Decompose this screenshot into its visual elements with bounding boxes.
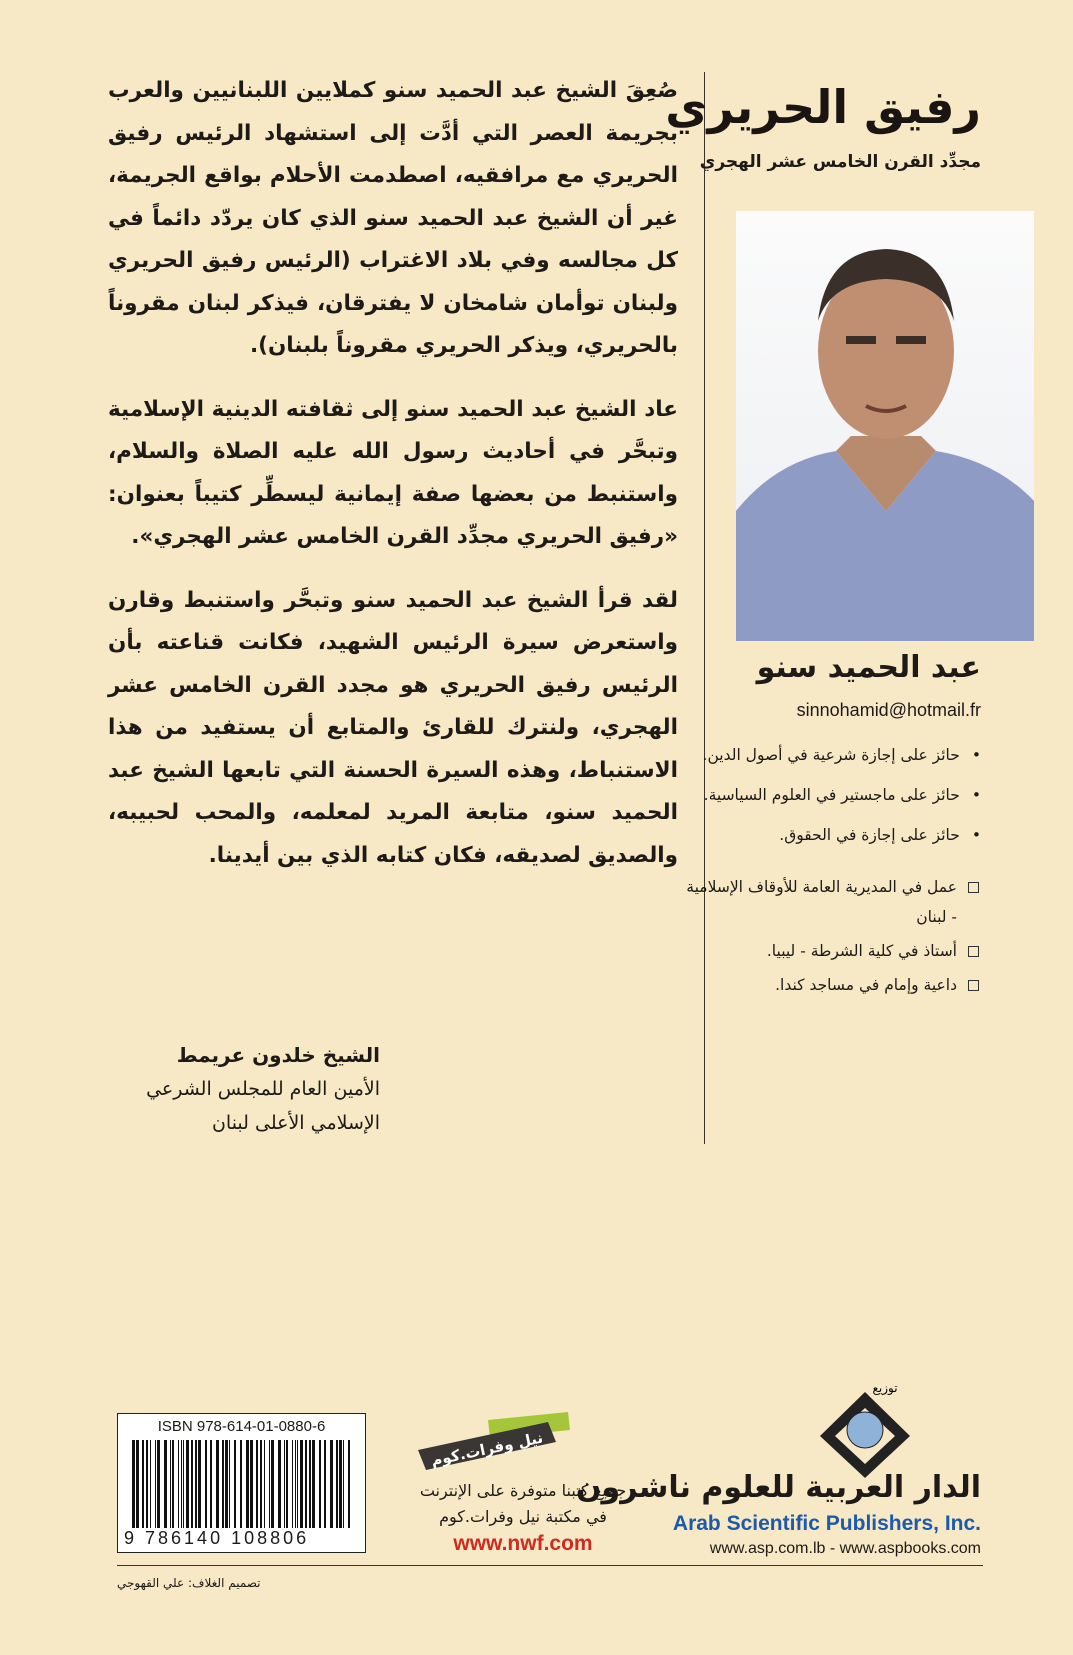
barcode-bar (343, 1440, 344, 1528)
distribution-label: توزيع (872, 1381, 898, 1395)
author-photo (736, 211, 1034, 641)
position-item: أستاذ في كلية الشرطة - ليبيا. (681, 936, 981, 966)
barcode-bar (195, 1440, 197, 1528)
nwf-tag-logo (418, 1410, 588, 1470)
barcode-bar (229, 1440, 230, 1528)
barcode-bar (246, 1440, 249, 1528)
barcode-bar (278, 1440, 281, 1528)
barcode (117, 1413, 366, 1553)
barcode-bar (181, 1440, 182, 1528)
nwf-line: في مكتبة نيل وفرات.كوم (439, 1507, 607, 1526)
barcode-bar (172, 1440, 174, 1528)
barcode-bar (225, 1440, 228, 1528)
barcode-bar (240, 1440, 242, 1528)
barcode-bar (146, 1440, 148, 1528)
barcode-bar (205, 1440, 207, 1528)
barcode-bar (164, 1440, 167, 1528)
barcode-bar (132, 1440, 135, 1528)
foreword-paragraph: عاد الشيخ عبد الحميد سنو إلى ثقافته الدينية الإسلامية وتبحَّر في أحاديث رسول الله عليه الصلاة والسلام، واستنبط من بعضها صفة إيمانية ليسطِّر كتيباً بعنوان: «رفيق الحريري مجدِّد القرن الخامس عشر الهجري». (108, 396, 678, 549)
barcode-bar (210, 1440, 212, 1528)
qualification-item: • حائز على إجازة في الحقوق. (681, 822, 981, 848)
nwf-tag-text: نيل وفرات.كوم (429, 1428, 545, 1470)
barcode-bar (256, 1440, 258, 1528)
barcode-bar (348, 1440, 350, 1528)
publisher-websites[interactable]: www.asp.com.lb - www.aspbooks.com (709, 1540, 981, 1557)
barcode-bar (297, 1440, 298, 1528)
barcode-bar (150, 1440, 151, 1528)
author-name: عبد الحميد سنو (756, 650, 981, 685)
barcode-bar (178, 1440, 179, 1528)
barcode-bar (324, 1440, 326, 1528)
barcode-bar (336, 1440, 338, 1528)
author-qualifications (681, 742, 981, 862)
author-positions (681, 872, 981, 1004)
foreword-paragraph: صُعِقَ الشيخ عبد الحميد سنو كملايين اللبنانيين والعرب بجريمة العصر التي أدَّت إلى استشهاد الرئيس رفيق الحريري مع مرافقيه، اصطدمت الأحلام بواقع الجريمة، غير أن الشيخ عبد الحميد سنو الذي كان يردّد دائماً في كل مجالسه وفي بلاد الاغتراب (الرئيس رفيق الحريري ولبنان توأمان شامخان لا يفترقان، فيذكر لبنان مقروناً بالحريري، ويذكر الحريري مقروناً بلبنان). (108, 78, 678, 358)
barcode-bar (286, 1440, 288, 1528)
foreword-signature (110, 1038, 380, 1140)
bottom-rule (117, 1565, 983, 1566)
book-subtitle: مجدِّد القرن الخامس عشر الهجري (699, 152, 981, 172)
position-item: عمل في المديرية العامة للأوقاف الإسلامية - لبنان (681, 872, 981, 932)
barcode-bar (312, 1440, 315, 1528)
barcode-bar (183, 1440, 184, 1528)
barcode-bar (170, 1440, 171, 1528)
barcode-bar (300, 1440, 303, 1528)
barcode-bar (186, 1440, 189, 1528)
barcode-bar (284, 1440, 285, 1528)
position-item: داعية وإمام في مساجد كندا. (681, 970, 981, 1000)
barcode-bar (198, 1440, 201, 1528)
cover-design-credit: تصميم الغلاف: علي القهوجي (117, 1576, 261, 1590)
barcode-bars (128, 1440, 356, 1528)
barcode-bar (260, 1440, 262, 1528)
barcode-bar (339, 1440, 342, 1528)
nwf-url-link[interactable]: www.nwf.com (453, 1532, 593, 1555)
publisher-name-ar: الدار العربية للعلوم ناشرون (575, 1470, 981, 1505)
book-title: رفيق الحريري (665, 80, 981, 134)
barcode-bar (295, 1440, 296, 1528)
foreword-text (108, 70, 678, 898)
signature-title: الأمين العام للمجلس الشرعي (146, 1078, 380, 1100)
barcode-bar (319, 1440, 321, 1528)
barcode-bar (136, 1440, 139, 1528)
signature-title: الإسلامي الأعلى لبنان (211, 1112, 380, 1134)
barcode-bar (292, 1440, 293, 1528)
barcode-bar (222, 1440, 224, 1528)
barcode-bar (305, 1440, 307, 1528)
barcode-bar (157, 1440, 160, 1528)
qualification-item: • حائز على ماجستير في العلوم السياسية. (681, 782, 981, 808)
barcode-bar (309, 1440, 311, 1528)
barcode-bar (155, 1440, 156, 1528)
foreword-paragraph: لقد قرأ الشيخ عبد الحميد سنو وتبحَّر واستنبط وقارن واستعرض سيرة الرئيس الشهيد، فكانت قناعته بأن الرئيس رفيق الحريري هو مجدد القرن الخامس عشر الهجري، ولنترك للقارئ والمتابع أن يستفيد من هذا الاستنباط، وهذه السيرة الحسنة التي تابعها الشيخ عبد الحميد سنو، متابعة المريد لمعلمه، والمحب لحبيبه، والصديق لصديقه، فكان كتابه الذي بين أيدينا. (108, 587, 678, 868)
signature-name: الشيخ خلدون عريمط (176, 1043, 380, 1067)
publisher-name-en: Arab Scientific Publishers, Inc. (672, 1512, 981, 1535)
publisher-logo (810, 1378, 920, 1478)
barcode-bar (271, 1440, 274, 1528)
barcode-number: 9 786140 108806 (124, 1528, 310, 1548)
barcode-bar (216, 1440, 219, 1528)
qualification-item: • حائز على إجازة شرعية في أصول الدين. (681, 742, 981, 768)
barcode-bar (330, 1440, 333, 1528)
barcode-bar (142, 1440, 144, 1528)
barcode-bar (250, 1440, 253, 1528)
barcode-bar (234, 1440, 236, 1528)
nwf-line: جميع كتبنا متوفرة على الإنترنت (419, 1481, 627, 1500)
barcode-bar (191, 1440, 193, 1528)
barcode-bar (264, 1440, 265, 1528)
author-email[interactable]: sinnohamid@hotmail.fr (796, 700, 981, 720)
barcode-bar (269, 1440, 270, 1528)
isbn-label: ISBN 978-614-01-0880-6 (157, 1418, 326, 1435)
